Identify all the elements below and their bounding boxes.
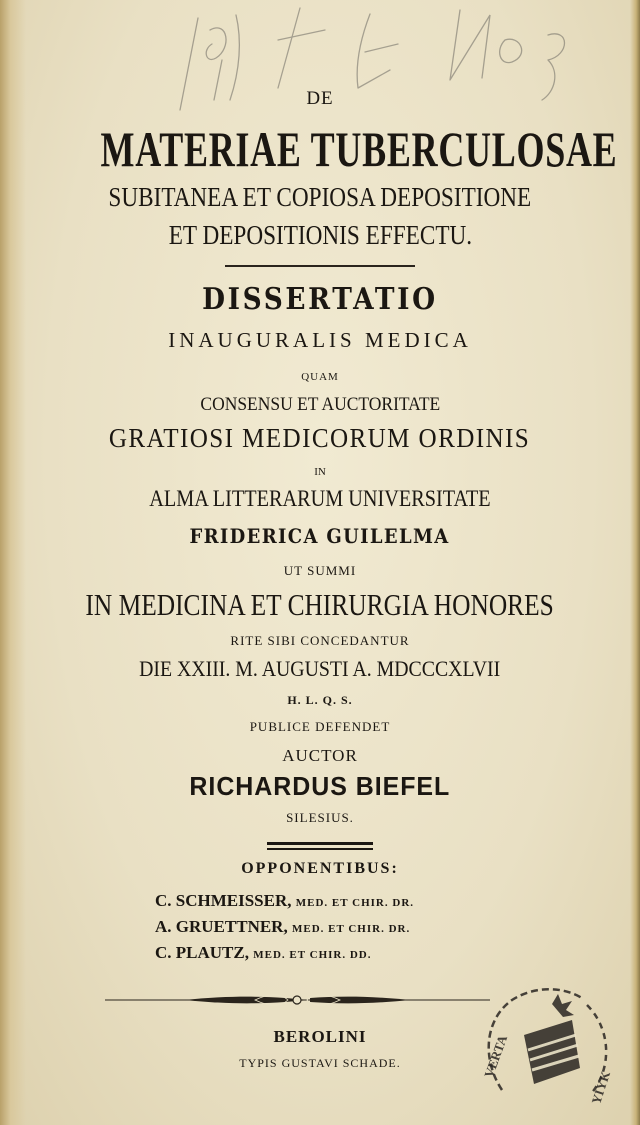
in-medicina-line	[0, 587, 640, 623]
svg-text:VERTA: VERTA	[480, 1033, 511, 1080]
consensu-line	[0, 394, 640, 416]
alma-text: ALMA LITTERARUM UNIVERSITATE	[149, 486, 491, 511]
gratiosi-text: GRATIOSI MEDICORUM ORDINIS	[109, 423, 531, 453]
opponent-item	[155, 941, 414, 967]
quam-line: QUAM	[301, 371, 339, 383]
opponentibus-heading: OPPONENTIBUS:	[241, 860, 399, 877]
hlqs-line: H. L. Q. S.	[287, 693, 353, 707]
double-rule-thin	[267, 848, 373, 850]
subtitle-line-2	[0, 220, 640, 251]
opponents-list	[155, 889, 414, 967]
in-medicina-text: IN MEDICINA ET CHIRURGIA HONORES	[85, 587, 555, 622]
author-name-text: RICHARDUS BIEFEL	[189, 771, 451, 801]
opponent-name: C. SCHMEISSER,	[155, 891, 292, 910]
main-title-text: MATERIAE TUBERCULOSAE	[100, 121, 618, 177]
author-origin: SILESIUS.	[286, 810, 354, 825]
publice-line: PUBLICE DEFENDET	[249, 719, 391, 734]
dissertatio-text: DISSERTATIO	[202, 282, 438, 317]
in-line: IN	[314, 466, 326, 478]
de-line: DE	[306, 88, 334, 109]
printer-line: TYPIS GUSTAVI SCHADE.	[239, 1056, 401, 1070]
author-name	[0, 771, 640, 802]
ornamental-rule	[105, 992, 490, 1008]
university-name-text: FRIDERICA GUILELMA	[189, 524, 451, 548]
divider-rule	[225, 265, 415, 267]
opponent-title: MED. ET CHIR. DR.	[295, 897, 415, 909]
opponent-title: MED. ET CHIR. DD.	[253, 949, 372, 961]
gratiosi-line	[0, 423, 640, 454]
consensu-text: CONSENSU ET AUCTORITATE	[200, 394, 440, 415]
subtitle-line-2-text: ET DEPOSITIONIS EFFECTU.	[168, 220, 472, 250]
opponent-item	[155, 889, 414, 915]
city-line: BEROLINI	[273, 1027, 367, 1046]
double-rule-thick	[267, 842, 373, 845]
opponent-item	[155, 915, 414, 941]
alma-line	[0, 486, 640, 512]
subtitle-line-1-text: SUBITANEA ET COPIOSA DEPOSITIONE	[108, 182, 532, 212]
svg-text:YIYK: YIYK	[588, 1069, 614, 1107]
opponent-title: MED. ET CHIR. DR.	[291, 923, 411, 935]
date-line	[0, 656, 640, 682]
library-stamp	[462, 980, 620, 1115]
opponent-name: A. GRUETTNER,	[155, 917, 288, 936]
main-title	[0, 120, 640, 178]
ut-summi-line: UT SUMMI	[283, 563, 357, 578]
opponent-name: C. PLAUTZ,	[155, 943, 249, 962]
rite-line: RITE SIBI CONCEDANTUR	[230, 633, 410, 648]
subtitle-line-1	[0, 182, 640, 213]
date-text: DIE XXIII. M. AUGUSTI A. MDCCCXLVII	[139, 656, 501, 681]
dissertatio-heading	[0, 282, 640, 317]
inauguralis-line: INAUGURALIS MEDICA	[168, 328, 472, 352]
auctor-line: AUCTOR	[282, 746, 358, 765]
university-name-blackletter	[0, 524, 640, 548]
